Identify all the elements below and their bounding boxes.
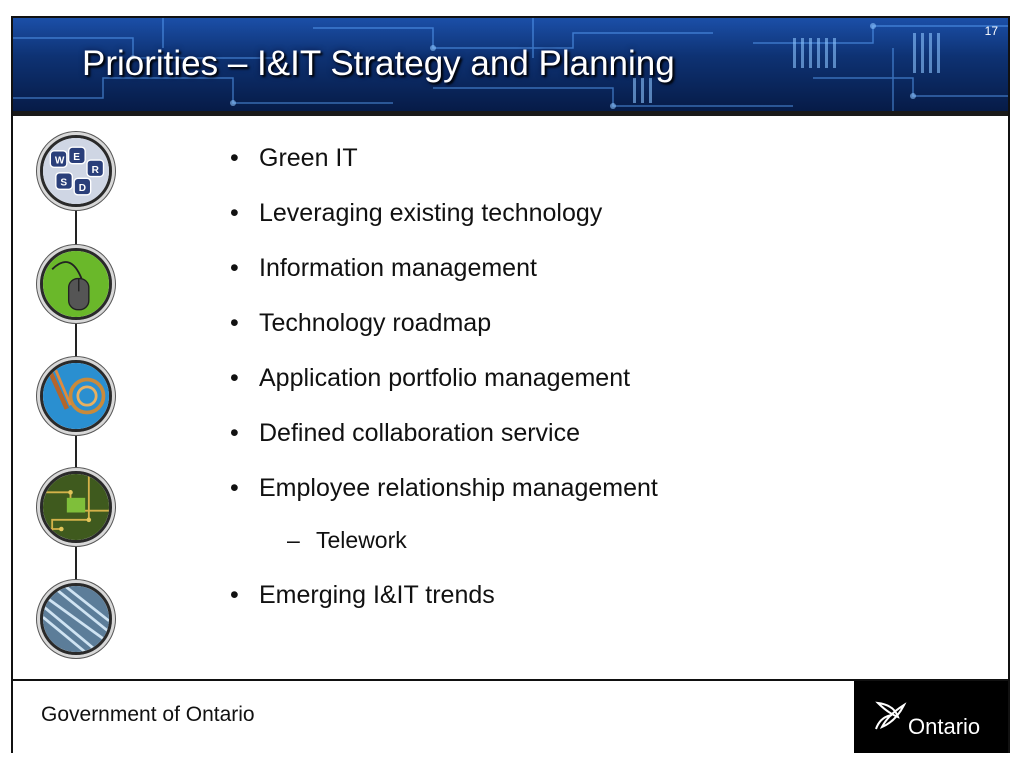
bullet-item (230, 360, 658, 415)
svg-text:W: W (54, 155, 65, 167)
ontario-logo (854, 681, 1008, 753)
bullet-text: Green IT (259, 144, 358, 172)
sub-bullet-item (230, 525, 658, 577)
bullet-marker: • (230, 254, 239, 282)
bullet-text: Technology roadmap (259, 309, 492, 337)
bullet-marker: • (230, 309, 239, 337)
trillium-icon (874, 699, 908, 733)
bullet-item (230, 305, 658, 360)
footer-organization: Government of Ontario (41, 703, 255, 726)
bullet-text: Information management (259, 254, 537, 282)
bullet-marker: • (230, 474, 239, 502)
bullet-marker: • (230, 581, 239, 609)
bullet-marker: • (230, 144, 239, 172)
bullet-text: Emerging I&IT trends (259, 581, 495, 609)
bullet-marker: • (230, 364, 239, 392)
bullet-item (230, 195, 658, 250)
keyboard-keys-icon (40, 135, 112, 207)
bullet-text: Leveraging existing technology (259, 199, 603, 227)
bullet-item (230, 250, 658, 305)
bullet-item (230, 577, 658, 632)
svg-text:E: E (73, 152, 80, 163)
bullet-text: Application portfolio management (259, 364, 631, 392)
bullet-marker: • (230, 419, 239, 447)
bullet-marker: • (230, 199, 239, 227)
bullet-item (230, 470, 658, 525)
dash-marker: – (287, 527, 300, 553)
priorities-list (230, 140, 658, 632)
page-number: 17 (984, 24, 998, 38)
circuit-board-icon (40, 471, 112, 543)
svg-text:S: S (60, 177, 68, 189)
svg-text:R: R (91, 164, 99, 176)
computer-mouse-icon (40, 248, 112, 320)
bullet-text: Employee relationship management (259, 474, 658, 502)
bullet-item (230, 140, 658, 195)
bullet-text: Telework (316, 527, 407, 553)
header-divider (13, 111, 1008, 116)
slide-footer (13, 679, 1008, 753)
cable-bundle-icon (40, 583, 112, 655)
bullet-item (230, 415, 658, 470)
logo-text: Ontario (908, 714, 981, 739)
slide-title: Priorities – I&IT Strategy and Planning (82, 44, 675, 83)
svg-text:D: D (78, 183, 87, 195)
fiber-optic-icon (40, 360, 112, 432)
bullet-text: Defined collaboration service (259, 419, 581, 447)
